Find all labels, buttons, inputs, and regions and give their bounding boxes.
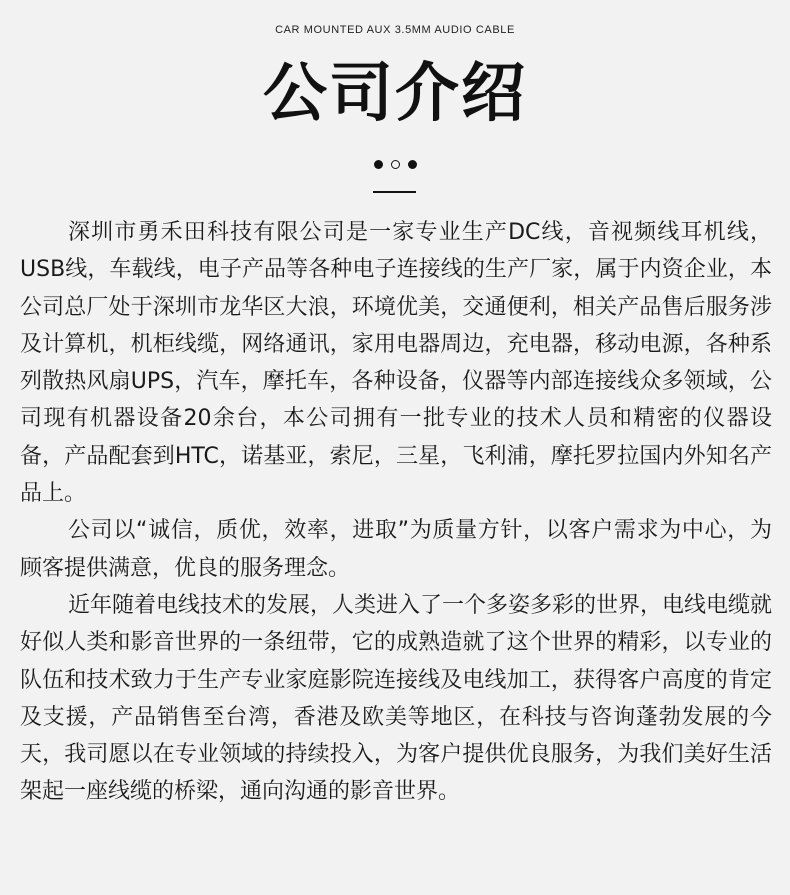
paragraph-industry-development: 近年随着电线技术的发展，人类进入了一个多姿多彩的世界，电线电缆就好似人类和影音世界的一条纽带，它的成熟造就了这个世界的精彩，以专业的队伍和技术致力于生产专业家庭影院连接线及电线加工，获得客户高度的肯定及支援，产品销售至台湾，香港及欧美等地区，在科技与咨询蓬勃发展的今天，我司愿以在专业领域的持续投入，为客户提供优良服务，为我们美好生活架起一座线缆的桥梁，通向沟通的影音世界。 xyxy=(20,592,773,805)
paragraph-quality-policy: 公司以“诚信，质优，效率，进取”为质量方针，以客户需求为中心，为顾客提供满意，优良的服务理念。 xyxy=(20,518,772,581)
carousel-dots xyxy=(0,160,790,169)
page-subtitle: CAR MOUNTED AUX 3.5MM AUDIO CABLE xyxy=(275,24,515,36)
title-divider xyxy=(373,191,416,193)
paragraph-company-overview: 深圳市勇禾田科技有限公司是一家专业生产DC线，音视频线耳机线，USB线，车载线，电子产品等各种电子连接线的生产厂家，属于内资企业，本公司总厂处于深圳市龙华区大浪，环境优美，交通便利，相关产品售后服务涉及计算机，机柜线缆，网络通讯，家用电器周边，充电器，移动电源，各种系列散热风扇UPS，汽车，摩托车，各种设备，仪器等内部连接线众多领域，公司现有机器设备20余台，本公司拥有一批专业的技术人员和精密的仪器设备，产品配套到HTC，诺基亚，索尼，三星，飞利浦，摩托罗拉国内外知名产品上。 xyxy=(20,220,772,507)
filled-dot-icon xyxy=(374,160,383,169)
page-title: 公司介绍 xyxy=(263,57,527,131)
filled-dot-icon xyxy=(408,160,417,169)
company-description xyxy=(20,214,772,811)
hollow-dot-icon xyxy=(391,160,400,169)
